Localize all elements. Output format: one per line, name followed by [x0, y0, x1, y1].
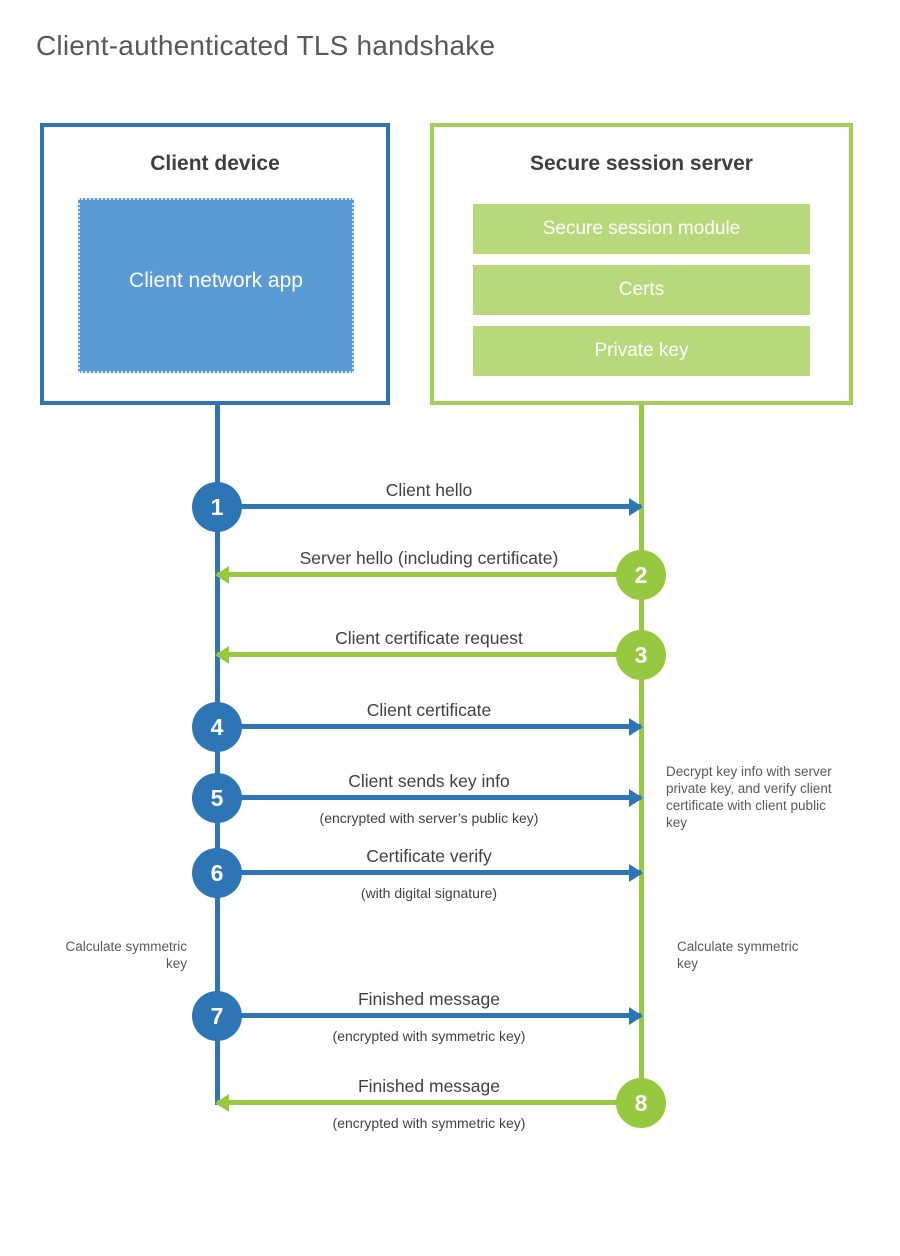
- message-label: Finished message: [357, 1076, 501, 1096]
- client-network-app-box: [78, 198, 354, 373]
- arrow-finished-message-client: [217, 1013, 641, 1018]
- arrow-server-hello: [217, 572, 641, 577]
- arrow-certificate-verify: [217, 870, 641, 875]
- step-circle-1: 1: [192, 482, 242, 532]
- message-sublabel: (encrypted with server’s public key): [319, 810, 539, 826]
- message-label: Client hello: [385, 480, 473, 500]
- secure-session-server-box: [430, 123, 853, 405]
- client-device-box: [40, 123, 390, 405]
- arrow-finished-message-server: [217, 1100, 641, 1105]
- step-circle-8: 8: [616, 1078, 666, 1128]
- step-circle-4: 4: [192, 702, 242, 752]
- arrow-client-sends-key-info: [217, 795, 641, 800]
- secure-session-server-title: Secure session server: [530, 152, 753, 175]
- message-sublabel: (with digital signature): [360, 885, 498, 901]
- message-label: Certificate verify: [366, 846, 492, 866]
- message-label: Client sends key info: [348, 771, 510, 791]
- client-network-app-label: Client network app: [129, 269, 303, 292]
- server-module-certs: Certs: [473, 265, 810, 315]
- calculate-symmetric-key-note-client: Calculate symmetric key: [65, 939, 187, 971]
- step-circle-5: 5: [192, 773, 242, 823]
- server-module-secure-session: Secure session module: [473, 204, 810, 254]
- page-title: Client-authenticated TLS handshake: [36, 30, 496, 61]
- step-circle-7: 7: [192, 991, 242, 1041]
- step-circle-2: 2: [616, 550, 666, 600]
- message-label: Client certificate request: [335, 628, 523, 648]
- message-label: Server hello (including certificate): [299, 548, 559, 568]
- message-label: Finished message: [357, 989, 501, 1009]
- message-sublabel: (encrypted with symmetric key): [332, 1115, 526, 1131]
- message-sublabel: (encrypted with symmetric key): [332, 1028, 526, 1044]
- client-device-title: Client device: [150, 152, 280, 175]
- message-label: Client certificate: [366, 700, 492, 720]
- decrypt-key-info-note: Decrypt key info with server private key, and verify client certificate with client public key: [666, 764, 832, 830]
- step-circle-6: 6: [192, 848, 242, 898]
- calculate-symmetric-key-note-server: Calculate symmetric key: [677, 939, 799, 971]
- arrow-client-certificate-request: [217, 652, 641, 657]
- step-circle-3: 3: [616, 630, 666, 680]
- server-module-private-key: Private key: [473, 326, 810, 376]
- arrow-client-hello: [217, 504, 641, 509]
- arrow-client-certificate: [217, 724, 641, 729]
